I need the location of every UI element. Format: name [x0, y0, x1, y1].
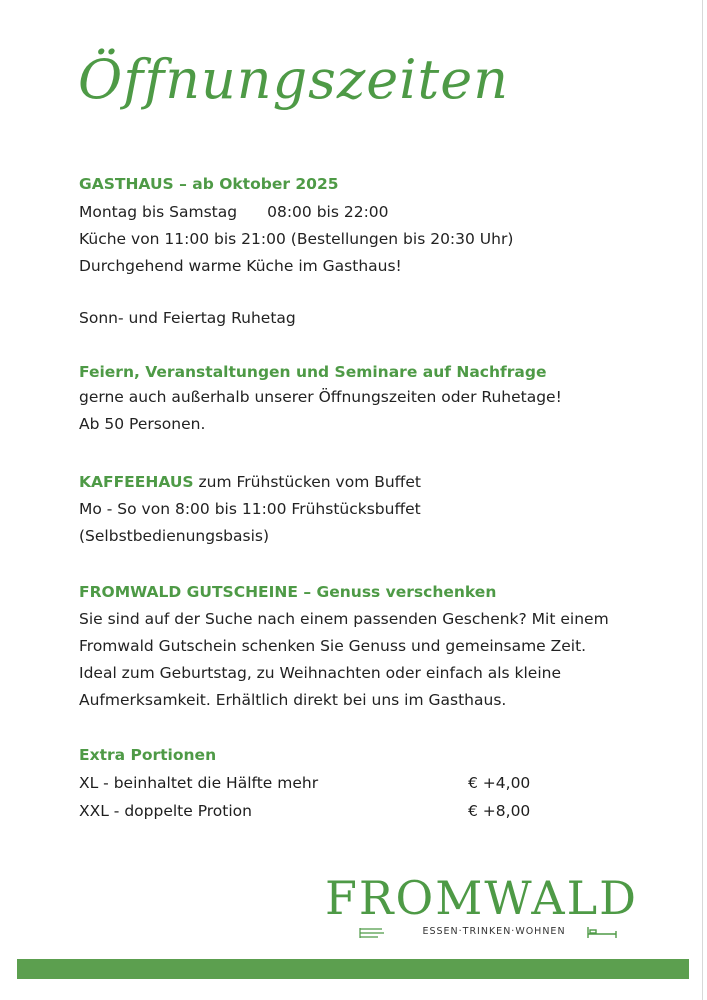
footer-bar — [17, 959, 689, 979]
gutscheine-line-2: Fromwald Gutschein schenken Sie Genuss und gemeinsame Zeit. — [79, 637, 587, 655]
events-line-1: gerne auch außerhalb unserer Öffnungszeiten oder Ruhetage! — [79, 388, 562, 406]
gasthaus-kitchen-hours: Küche von 11:00 bis 21:00 (Bestellungen bis 20:30 Uhr) — [79, 230, 514, 248]
price-row-xl — [79, 769, 539, 797]
gasthaus-heading: GASTHAUS – ab Oktober 2025 — [79, 175, 339, 193]
gasthaus-closed-days: Sonn- und Feiertag Ruhetag — [79, 309, 296, 327]
page-edge — [702, 0, 703, 1000]
price-row-value: € +4,00 — [468, 774, 531, 792]
logo-tagline: ESSEN·TRINKEN·WOHNEN — [422, 926, 566, 937]
price-row-xxl — [79, 797, 539, 825]
gutscheine-line-4: Aufmerksamkeit. Erhältlich direkt bei uns im Gasthaus. — [79, 691, 507, 709]
gutscheine-heading: FROMWALD GUTSCHEINE – Genuss verschenken — [79, 583, 497, 601]
kaffeehaus-line-2: (Selbstbedienungsbasis) — [79, 527, 270, 545]
kaffeehaus-section — [79, 469, 421, 550]
extra-heading: Extra Portionen — [79, 746, 217, 764]
gasthaus-hours: 08:00 bis 22:00 — [267, 203, 389, 221]
extra-section — [79, 745, 539, 825]
cutlery-icon — [358, 927, 386, 939]
gutscheine-section — [79, 582, 609, 714]
events-heading: Feiern, Veranstaltungen und Seminare auf Nachfrage — [79, 363, 547, 381]
events-line-2: Ab 50 Personen. — [79, 415, 206, 433]
gasthaus-days: Montag bis Samstag — [79, 203, 238, 221]
fromwald-logo: FROMWALD — [325, 871, 639, 925]
price-row-label: XXL - doppelte Protion — [79, 802, 252, 820]
page-title: Öffnungszeiten — [78, 48, 509, 111]
gasthaus-warm-kitchen: Durchgehend warme Küche im Gasthaus! — [79, 257, 402, 275]
price-row-value: € +8,00 — [468, 802, 531, 820]
gasthaus-opening-line — [79, 199, 513, 226]
kaffeehaus-line-1: Mo - So von 8:00 bis 11:00 Frühstücksbuffet — [79, 500, 421, 518]
bed-icon — [586, 925, 618, 939]
kaffeehaus-heading-rest: zum Frühstücken vom Buffet — [193, 473, 421, 491]
kaffeehaus-heading-line — [79, 469, 421, 496]
price-row-label: XL - beinhaltet die Hälfte mehr — [79, 774, 319, 792]
gasthaus-section — [79, 174, 513, 280]
kaffeehaus-keyword: KAFFEEHAUS — [79, 473, 194, 491]
gutscheine-line-1: Sie sind auf der Suche nach einem passenden Geschenk? Mit einem — [79, 610, 609, 628]
gutscheine-line-3: Ideal zum Geburtstag, zu Weihnachten oder einfach als kleine — [79, 664, 562, 682]
events-section — [79, 362, 562, 438]
